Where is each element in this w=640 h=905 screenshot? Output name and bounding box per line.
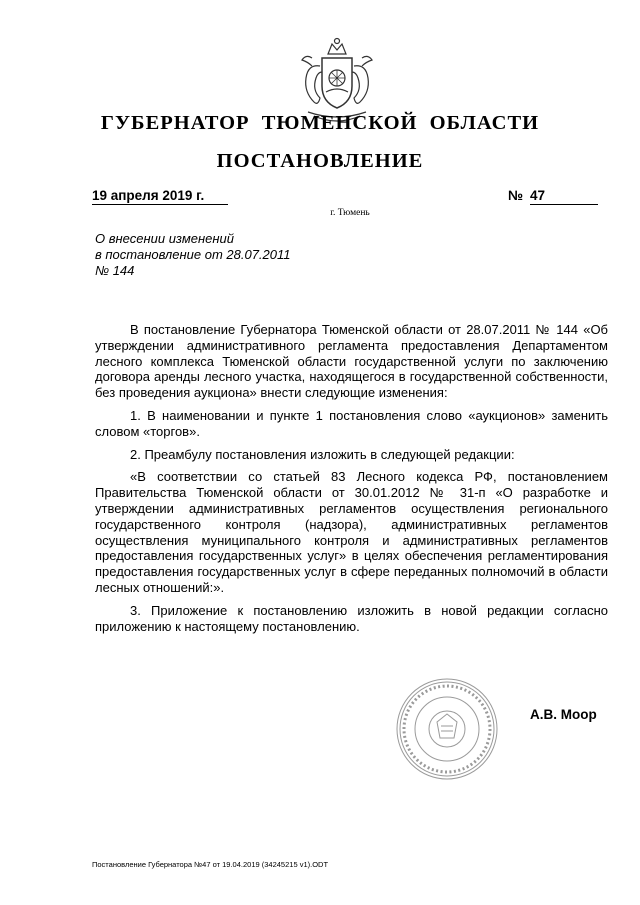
subject-line: в постановление от 28.07.2011 [95,247,291,262]
document-subject [95,231,355,279]
signatory-name: А.В. Моор [530,707,597,722]
subject-line: № 144 [95,263,135,278]
document-date: 19 апреля 2019 г. [92,188,228,205]
amendment-item-1: 1. В наименовании и пункте 1 постановления слово «аукционов» заменить словом «торгов». [95,407,608,439]
subject-line: О внесении изменений [95,231,234,246]
intro-paragraph: В постановление Губернатора Тюменской области от 28.07.2011 № 144 «Об утверждении административного регламента предоставления Департаментом лесного комплекса Тюменской области государственной услуги по заключению договора аренды лесного участка, находящегося в государственной собственности, без проведения аукциона» внести следующие изменения: [95,322,608,401]
footer-file-reference: Постановление Губернатора №47 от 19.04.2019 (34245215 v1).ODT [92,860,329,869]
amendment-item-3: 3. Приложение к постановлению изложить в новой редакции согласно приложению к настоящему постановлению. [95,602,608,634]
document-body [95,322,608,641]
official-seal-stamp-icon [394,676,500,782]
document-type-title: ПОСТАНОВЛЕНИЕ [216,150,424,172]
document-number-block [508,188,604,205]
amendment-item-2: 2. Преамбулу постановления изложить в следующей редакции: [130,446,515,462]
preamble-quote: «В соответствии со статьей 83 Лесного кодекса РФ, постановлением Правительства Тюменской области от 30.01.2012 № 31-п «О разработке и утверждении административных регламентов осуществления регионального государственного контроля (надзора), административных регламентов осуществления муниципального контроля и административных регламентов предоставления государственных услуг» в целях обеспечения регламентирования предоставления государственных услуг в сфере переданных полномочий в области лесных отношений:». [95,469,608,595]
number-sign: № [508,188,524,203]
city-label: г. Тюмень [330,208,370,218]
authority-title: ГУБЕРНАТОР ТЮМЕНСКОЙ ОБЛАСТИ [100,112,540,134]
document-number: 47 [530,188,598,205]
